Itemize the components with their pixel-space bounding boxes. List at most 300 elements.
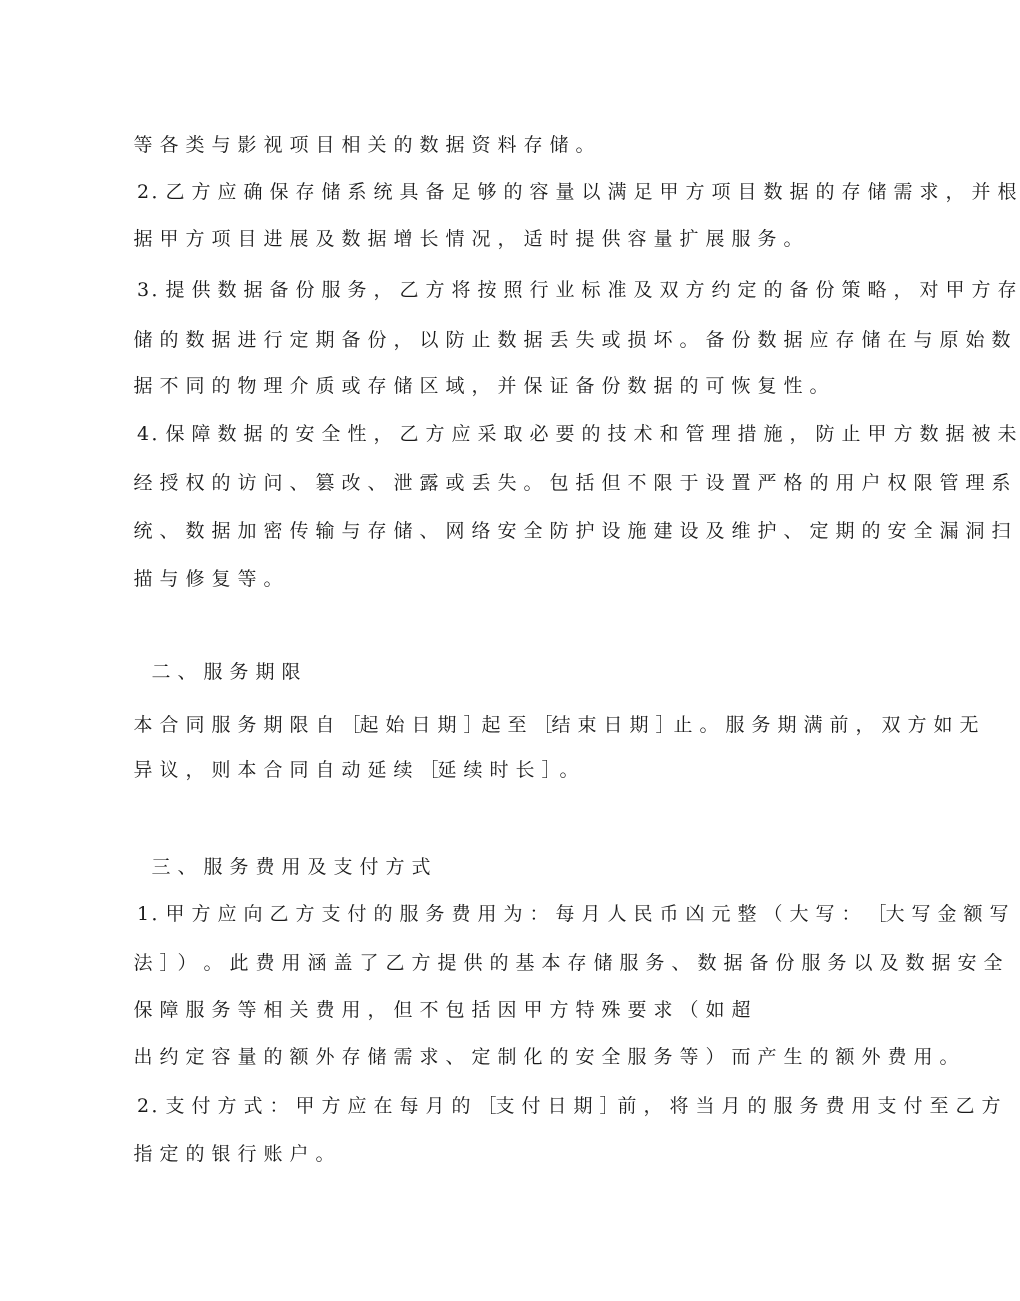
document-char: 可 — [705, 375, 725, 397]
document-char: 坏 — [653, 329, 673, 351]
document-char: 甲 — [159, 228, 179, 250]
document-char: 全 — [523, 520, 543, 542]
document-char: 等 — [133, 134, 153, 156]
document-char: 起 — [481, 714, 501, 736]
document-char: 如 — [705, 999, 725, 1021]
document-char: 生 — [783, 1046, 803, 1068]
document-char: 以 — [419, 329, 439, 351]
document-char: 需 — [893, 181, 913, 203]
document-char: 支 — [321, 903, 341, 925]
document-char: 洞 — [965, 520, 985, 542]
document-char: 应 — [451, 423, 471, 445]
document-char: 存 — [341, 1046, 361, 1068]
section3-item1-line3 — [0, 997, 920, 1023]
document-char: 的 — [393, 134, 413, 156]
document-char: 数 — [919, 423, 939, 445]
document-char: 储 — [867, 181, 887, 203]
document-char: 限 — [653, 472, 673, 494]
document-char: 式 — [411, 856, 431, 878]
document-char: 务 — [425, 903, 445, 925]
document-char: 供 — [191, 279, 211, 301]
document-char: 了 — [359, 952, 379, 974]
document-char: ［ — [533, 714, 553, 736]
document-char: 项 — [711, 181, 731, 203]
document-char: ［ — [341, 714, 361, 736]
document-char: 户 — [289, 1143, 309, 1165]
document-char: 方 — [685, 279, 705, 301]
document-char: 储 — [549, 134, 569, 156]
document-char: 原 — [939, 329, 959, 351]
section1-item2-line2 — [0, 226, 920, 252]
document-char: 延 — [367, 759, 387, 781]
document-char: 束 — [577, 714, 597, 736]
document-char: 份 — [731, 329, 751, 351]
document-char: 用 — [341, 999, 361, 1021]
document-char: 同 — [185, 375, 205, 397]
document-char: 露 — [419, 472, 439, 494]
document-char: ： — [529, 903, 549, 925]
document-char: 、 — [671, 952, 691, 974]
document-char: 续 — [393, 759, 413, 781]
document-char: 储 — [321, 181, 341, 203]
document-char: 、 — [289, 472, 309, 494]
document-char: 服 — [399, 903, 419, 925]
document-char: 访 — [237, 472, 257, 494]
document-char: ） — [177, 952, 197, 974]
document-char: 理 — [965, 472, 985, 494]
document-char: 准 — [607, 279, 627, 301]
document-char: 期 — [573, 1095, 593, 1117]
document-char: 付 — [347, 903, 367, 925]
document-char: 储 — [367, 1046, 387, 1068]
document-char: 支 — [165, 1095, 185, 1117]
document-char: 数 — [185, 329, 205, 351]
document-char: 目 — [237, 228, 257, 250]
document-char: 存 — [997, 279, 1017, 301]
document-char: 备 — [425, 181, 445, 203]
document-char: 求 — [419, 1046, 439, 1068]
document-char: 对 — [919, 279, 939, 301]
document-char: 双 — [659, 279, 679, 301]
document-char: 的 — [679, 375, 699, 397]
document-char: 介 — [289, 375, 309, 397]
document-char: 甲 — [867, 423, 887, 445]
document-char: 全 — [913, 520, 933, 542]
document-char: 份 — [295, 279, 315, 301]
document-char: 合 — [263, 759, 283, 781]
document-char: 2 — [136, 181, 150, 203]
document-char: ： — [269, 1095, 289, 1117]
document-char: ． — [151, 1095, 171, 1117]
document-char: 数 — [763, 181, 783, 203]
document-char: 严 — [757, 472, 777, 494]
section1-item4-line3 — [0, 518, 1011, 544]
document-char: 容 — [627, 228, 647, 250]
document-char: 管 — [685, 423, 705, 445]
document-char: 各 — [159, 134, 179, 156]
document-char: 业 — [555, 279, 575, 301]
document-char: 等 — [237, 999, 257, 1021]
document-char: 据 — [523, 329, 543, 351]
document-char: 满 — [803, 714, 823, 736]
document-char: 的 — [809, 1046, 829, 1068]
document-char: 务 — [751, 714, 771, 736]
document-char: ］ — [655, 714, 675, 736]
document-char: 份 — [367, 329, 387, 351]
document-char: 数 — [217, 423, 237, 445]
document-char: 每 — [399, 1095, 419, 1117]
document-char: 防 — [549, 520, 569, 542]
document-char: 据 — [653, 375, 673, 397]
document-char: 用 — [913, 1046, 933, 1068]
document-char: 数 — [697, 952, 717, 974]
document-char: 服 — [725, 714, 745, 736]
document-char: 甲 — [659, 181, 679, 203]
document-char: 限 — [281, 661, 301, 683]
document-char: 额 — [835, 1046, 855, 1068]
intro-tail-line — [0, 132, 920, 158]
document-char: 容 — [211, 1046, 231, 1068]
document-char: 于 — [679, 472, 699, 494]
document-char: 。 — [809, 375, 829, 397]
document-char: 据 — [211, 520, 231, 542]
document-char: 施 — [763, 423, 783, 445]
document-char: 并 — [497, 375, 517, 397]
document-char: 在 — [887, 329, 907, 351]
document-char: 据 — [445, 134, 465, 156]
document-char: 用 — [281, 952, 301, 974]
document-char: 或 — [445, 472, 465, 494]
section1-item3-line2 — [0, 327, 1011, 353]
document-char: 、 — [783, 520, 803, 542]
document-char: 费 — [315, 999, 335, 1021]
document-char: 续 — [463, 759, 483, 781]
document-char: 足 — [451, 181, 471, 203]
document-char: 、 — [177, 856, 197, 878]
document-char: 施 — [627, 520, 647, 542]
document-char: 或 — [341, 375, 361, 397]
document-char: 。 — [939, 1046, 959, 1068]
document-char: 储 — [393, 520, 413, 542]
document-char: 乙 — [399, 423, 419, 445]
document-char: 描 — [133, 568, 153, 590]
document-char: 丢 — [471, 472, 491, 494]
document-char: 务 — [757, 228, 777, 250]
document-char: 漏 — [939, 520, 959, 542]
document-char: 定 — [471, 1046, 491, 1068]
document-char: 的 — [373, 903, 393, 925]
document-char: 写 — [815, 903, 835, 925]
document-char: 则 — [211, 759, 231, 781]
document-char: 而 — [731, 1046, 751, 1068]
document-char: 统 — [373, 181, 393, 203]
document-char: 及 — [307, 856, 327, 878]
document-char: 。 — [523, 472, 543, 494]
document-char: 方 — [907, 714, 927, 736]
document-char: 设 — [705, 472, 725, 494]
document-char: 系 — [991, 472, 1011, 494]
document-char: 的 — [451, 1095, 471, 1117]
document-char: 据 — [367, 228, 387, 250]
document-char: 。 — [699, 714, 719, 736]
document-char: 据 — [243, 279, 263, 301]
document-char: 日 — [547, 1095, 567, 1117]
document-char: 设 — [601, 520, 621, 542]
document-char: 障 — [159, 999, 179, 1021]
document-char: 传 — [289, 520, 309, 542]
document-char: 的 — [763, 279, 783, 301]
document-char: 异 — [133, 759, 153, 781]
document-char: 4 — [136, 423, 150, 445]
document-char: 保 — [165, 423, 185, 445]
document-char: 备 — [575, 375, 595, 397]
document-char: 本 — [133, 714, 153, 736]
document-char: ］ — [541, 759, 561, 781]
document-char: 方 — [191, 903, 211, 925]
document-char: 据 — [931, 952, 951, 974]
document-char: 本 — [541, 952, 561, 974]
document-char: 。 — [679, 329, 699, 351]
document-char: 相 — [263, 999, 283, 1021]
document-char: 自 — [315, 759, 335, 781]
document-char: 3 — [136, 279, 150, 301]
document-char: 指 — [133, 1143, 153, 1165]
document-char: 括 — [471, 999, 491, 1021]
document-char: 二 — [151, 661, 171, 683]
document-char: 输 — [315, 520, 335, 542]
document-char: ） — [705, 1046, 725, 1068]
document-char: 必 — [529, 423, 549, 445]
document-char: 定 — [159, 1143, 179, 1165]
section1-item3-line1 — [0, 277, 1017, 303]
section2-heading — [0, 659, 920, 685]
document-char: 权 — [887, 472, 907, 494]
document-char: 甲 — [165, 903, 185, 925]
document-char: 护 — [575, 520, 595, 542]
document-char: 项 — [289, 134, 309, 156]
document-char: 具 — [399, 181, 419, 203]
document-char: 止 — [471, 329, 491, 351]
document-char: 。 — [263, 568, 283, 590]
document-char: 适 — [523, 228, 543, 250]
document-char: 日 — [411, 714, 431, 736]
document-char: 及 — [315, 228, 335, 250]
document-char: 需 — [393, 1046, 413, 1068]
document-char: 取 — [503, 423, 523, 445]
document-char: 问 — [263, 472, 283, 494]
document-char: 服 — [203, 856, 223, 878]
document-char: 防 — [815, 423, 835, 445]
document-char: 付 — [903, 1095, 923, 1117]
document-char: 措 — [737, 423, 757, 445]
document-char: 方 — [981, 1095, 1001, 1117]
document-char: 的 — [185, 1143, 205, 1165]
document-char: 定 — [809, 520, 829, 542]
document-char: 提 — [437, 952, 457, 974]
document-char: 略 — [867, 279, 887, 301]
document-char: 的 — [809, 472, 829, 494]
document-char: 证 — [549, 375, 569, 397]
document-char: 备 — [341, 329, 361, 351]
document-char: 殊 — [601, 999, 621, 1021]
document-char: 金 — [937, 903, 957, 925]
document-char: 本 — [237, 759, 257, 781]
document-char: 或 — [601, 329, 621, 351]
document-char: 安 — [957, 952, 977, 974]
document-char: 定 — [185, 1046, 205, 1068]
document-char: 。 — [559, 759, 579, 781]
document-char: 乙 — [165, 181, 185, 203]
document-char: ， — [893, 279, 913, 301]
document-char: 涵 — [307, 952, 327, 974]
document-char: 月 — [425, 1095, 445, 1117]
document-char: 求 — [919, 181, 939, 203]
document-char: 至 — [929, 1095, 949, 1117]
document-char: 应 — [347, 1095, 367, 1117]
document-char: 的 — [503, 181, 523, 203]
document-char: 储 — [593, 952, 613, 974]
document-char: 的 — [211, 472, 231, 494]
document-char: 式 — [243, 1095, 263, 1117]
document-char: 在 — [373, 1095, 393, 1117]
document-char: 服 — [801, 952, 821, 974]
document-char: 展 — [705, 228, 725, 250]
document-char: 量 — [237, 1046, 257, 1068]
document-char: 、 — [159, 520, 179, 542]
document-char: 保 — [523, 375, 543, 397]
document-char: 法 — [133, 952, 153, 974]
document-char: 定 — [737, 279, 757, 301]
document-char: 。 — [315, 1143, 335, 1165]
document-char: 安 — [497, 520, 517, 542]
document-char: 服 — [203, 661, 223, 683]
document-char: 长 — [419, 228, 439, 250]
document-char: 时 — [489, 759, 509, 781]
document-char: 务 — [229, 661, 249, 683]
document-char: 当 — [695, 1095, 715, 1117]
document-char: 乙 — [269, 903, 289, 925]
document-char: 量 — [555, 181, 575, 203]
document-char: 区 — [419, 375, 439, 397]
section1-item4-line1 — [0, 421, 1017, 447]
document-char: 及 — [705, 520, 725, 542]
document-char: 的 — [211, 375, 231, 397]
document-char: 管 — [939, 472, 959, 494]
document-char: 经 — [133, 472, 153, 494]
document-char: 约 — [711, 279, 731, 301]
document-char: 方 — [191, 181, 211, 203]
document-char: 相 — [341, 134, 361, 156]
document-char: 将 — [669, 1095, 689, 1117]
document-char: 确 — [243, 181, 263, 203]
document-char: 数 — [905, 952, 925, 974]
document-char: 情 — [445, 228, 465, 250]
document-char: 容 — [529, 181, 549, 203]
document-char: 方 — [321, 1095, 341, 1117]
document-char: 整 — [737, 903, 757, 925]
document-char: 的 — [263, 1046, 283, 1068]
document-char: 份 — [775, 952, 795, 974]
document-char: 全 — [321, 423, 341, 445]
document-char: 的 — [489, 952, 509, 974]
document-char: 丢 — [549, 329, 569, 351]
document-char: 长 — [515, 759, 535, 781]
document-char: 用 — [835, 472, 855, 494]
document-char: ： — [841, 903, 861, 925]
document-char: ［ — [419, 759, 439, 781]
document-char: 料 — [497, 134, 517, 156]
document-char: 系 — [347, 181, 367, 203]
document-char: 行 — [237, 1143, 257, 1165]
document-char: 的 — [549, 1046, 569, 1068]
document-char: 技 — [607, 423, 627, 445]
document-char: 并 — [971, 181, 991, 203]
document-char: ， — [945, 181, 965, 203]
document-char: 大 — [789, 903, 809, 925]
document-char: 据 — [789, 181, 809, 203]
document-char: 进 — [263, 228, 283, 250]
document-char: 置 — [731, 472, 751, 494]
document-char: 存 — [523, 134, 543, 156]
document-char: 满 — [607, 181, 627, 203]
document-char: 据 — [243, 423, 263, 445]
document-char: 数 — [419, 134, 439, 156]
document-char: 起 — [359, 714, 379, 736]
document-char: ， — [497, 228, 517, 250]
document-char: 始 — [965, 329, 985, 351]
document-char: 扩 — [679, 228, 699, 250]
document-char: 止 — [841, 423, 861, 445]
document-char: 用 — [281, 856, 301, 878]
document-char: 同 — [289, 759, 309, 781]
document-char: 数 — [185, 520, 205, 542]
document-char: 民 — [633, 903, 653, 925]
document-char: 元 — [711, 903, 731, 925]
document-char: 以 — [853, 952, 873, 974]
document-char: 扫 — [991, 520, 1011, 542]
document-char: 为 — [503, 903, 523, 925]
document-char: 包 — [445, 999, 465, 1021]
document-char: 制 — [497, 1046, 517, 1068]
document-char: 期 — [835, 520, 855, 542]
document-char: 护 — [757, 520, 777, 542]
document-char: 与 — [341, 520, 361, 542]
document-char: 供 — [601, 228, 621, 250]
document-char: 据 — [723, 952, 743, 974]
document-char: 建 — [653, 520, 673, 542]
document-char: 应 — [217, 181, 237, 203]
document-char: 务 — [653, 1046, 673, 1068]
document-char: 外 — [315, 1046, 335, 1068]
document-char: ［ — [477, 1095, 497, 1117]
document-char: 保 — [133, 999, 153, 1021]
document-char: 安 — [575, 1046, 595, 1068]
document-char: ］ — [463, 714, 483, 736]
document-char: 同 — [185, 714, 205, 736]
document-char: 币 — [659, 903, 679, 925]
document-char: 统 — [133, 520, 153, 542]
document-char: ， — [471, 375, 491, 397]
document-char: 存 — [295, 181, 315, 203]
document-char: 储 — [393, 375, 413, 397]
document-char: 篡 — [315, 472, 335, 494]
document-char: 超 — [731, 999, 751, 1021]
document-char: 期 — [255, 661, 275, 683]
document-char: 、 — [445, 1046, 465, 1068]
document-char: 行 — [529, 279, 549, 301]
document-char: 视 — [263, 134, 283, 156]
document-char: 出 — [133, 1046, 153, 1068]
